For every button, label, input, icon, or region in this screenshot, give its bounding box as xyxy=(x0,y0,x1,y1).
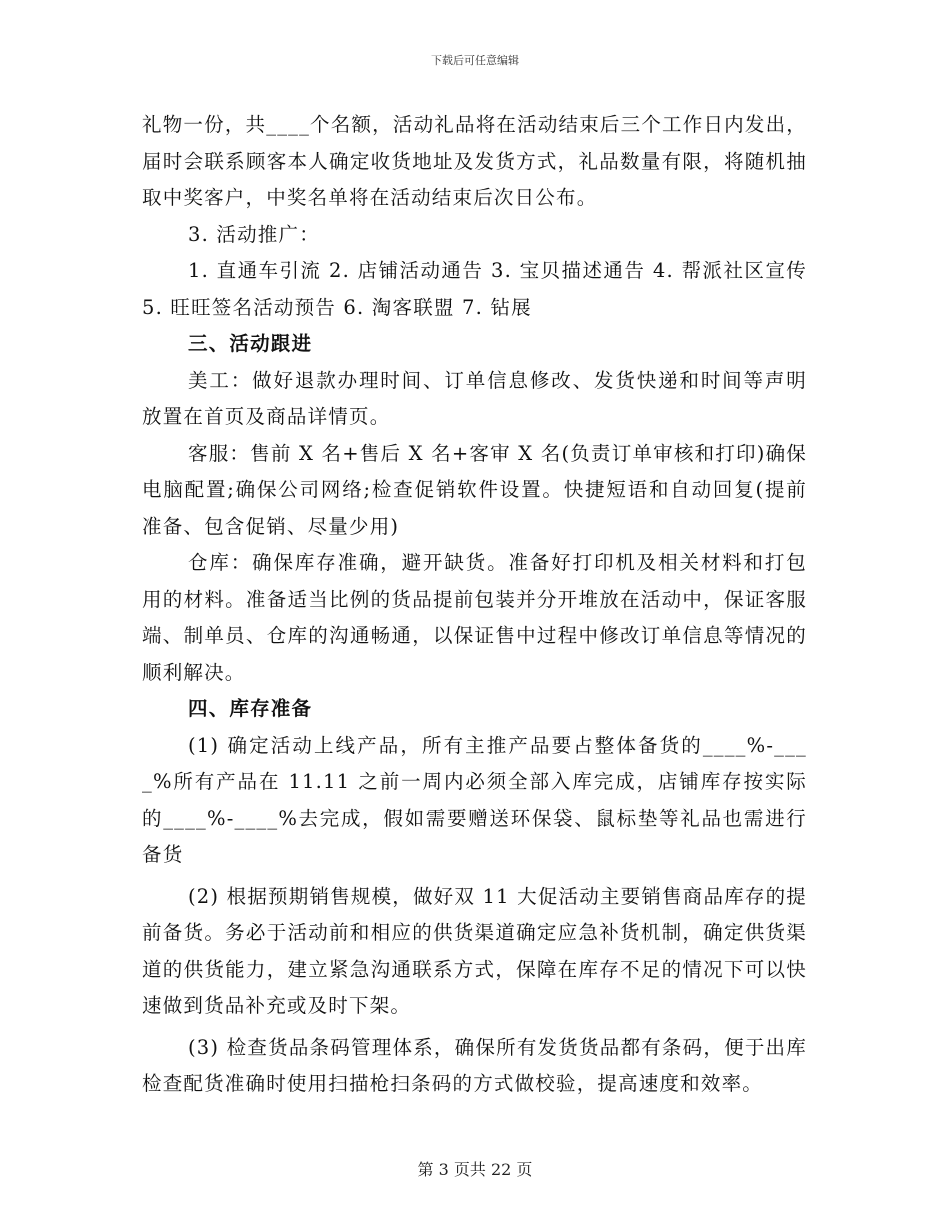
paragraph-gift-quota: 礼物一份，共____个名额，活动礼品将在活动结束后三个工作日内发出，届时会联系顾客本人确定收货地址及发货方式，礼品数量有限，将随机抽取中奖客户，中奖名单将在活动结束后次日公布。 xyxy=(142,113,807,209)
page-header: 下载后可任意编辑 xyxy=(431,54,519,67)
paragraph-inventory-2: (2) 根据预期销售规模，做好双 11 大促活动主要销售商品库存的提前备货。务必于活动前和相应的供货渠道确定应急补货机制，确定供货渠道的供货能力，建立紧急沟通联系方式，保障在库存不足的情况下可以快速做到货品补充或及时下架。 xyxy=(142,884,807,1017)
paragraph-inventory-3: (3) 检查货品条码管理体系，确保所有发货货品都有条码，便于出库检查配货准确时使用扫描枪扫条码的方式做校验，提高速度和效率。 xyxy=(142,1035,807,1095)
paragraph-inventory-1: (1) 确定活动上线产品，所有主推产品要占整体备货的____%-____%所有产品在 11.11 之前一周内必须全部入库完成，店铺库存按实际的____%-____%去完成，假如需要赠送环保袋、鼠标垫等礼品也需进行备货 xyxy=(142,733,807,866)
section-heading-follow-up: 三、活动跟进 xyxy=(188,332,313,355)
section-heading-inventory: 四、库存准备 xyxy=(188,697,313,720)
document-body xyxy=(142,107,807,1103)
page-footer: 第 3 页共 22 页 xyxy=(417,1160,533,1179)
paragraph-designer: 美工：做好退款办理时间、订单信息修改、发货快递和时间等声明放置在首页及商品详情页。 xyxy=(142,368,807,428)
paragraph-warehouse: 仓库：确保库存准确，避开缺货。准备好打印机及相关材料和打包用的材料。准备适当比例的货品提前包装并分开堆放在活动中，保证客服端、制单员、仓库的沟通畅通，以保证售中过程中修改订单信息等情况的顺利解决。 xyxy=(142,551,807,684)
paragraph-promotion-channels: 1. 直通车引流 2. 店铺活动通告 3. 宝贝描述通告 4. 帮派社区宣传 5. 旺旺签名活动预告 6. 淘客联盟 7. 钻展 xyxy=(142,259,807,319)
paragraph-promotion-title: 3. 活动推广： xyxy=(188,222,320,246)
paragraph-customer-service: 客服：售前 X 名+售后 X 名+客审 X 名(负责订单审核和打印)确保电脑配置;确保公司网络;检查促销软件设置。快捷短语和自动回复(提前准备、包含促销、尽量少用) xyxy=(142,441,807,538)
